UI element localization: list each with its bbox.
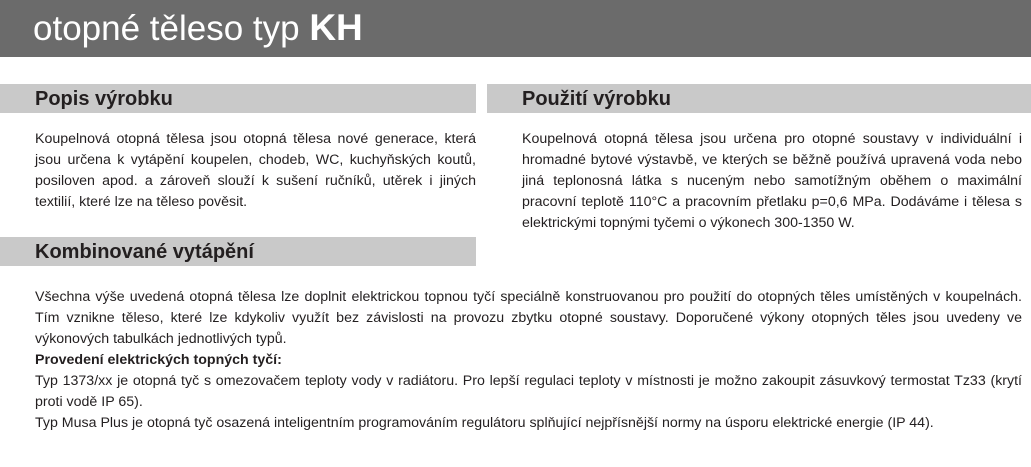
section-heading-pouziti: Použití výrobku [522, 88, 671, 110]
kombinovane-intro: Všechna výše uvedená otopná tělesa lze doplnit elektrickou topnou tyčí speciálně konstruovanou pro použití do otopných těles umístěných v koupelnách. Tím vznikne těleso, které lze kdykoliv využít bez závislosti na provozu zbytku otopné soustavy. Doporučené výkony otopných těles jsou uvedeny ve výkonových tabulkách jednotlivých typů. [35, 289, 1022, 347]
section-header-pouziti [487, 84, 1031, 113]
paragraph-kombinovane [35, 287, 1022, 434]
paragraph-pouziti: Koupelnová otopná tělesa jsou určena pro otopné soustavy v individuální i hromadné bytové výstavbě, ve kterých se běžně používá upravená voda nebo jiná teplonosná látka s nuceným nebo samotížným oběhem o maximální pracovní teplotě 110°C a pracovním přetlaku p=0,6 MPa. Dodáváme i tělesa s elektrickými topnými tyčemi o výkonech 300-1350 W. [522, 131, 1022, 231]
section-header-kombinovane [0, 237, 476, 266]
kombinovane-typ-musa: Typ Musa Plus je otopná tyč osazená inteligentním programováním regulátoru splňující nejpřísnější normy na úsporu elektrické energie (IP 44). [35, 415, 934, 431]
kombinovane-subheading: Provedení elektrických topných tyčí: [35, 352, 282, 368]
section-heading-kombinovane: Kombinované vytápění [35, 241, 254, 263]
section-header-popis [0, 84, 476, 113]
kombinovane-typ-1373: Typ 1373/xx je otopná tyč s omezovačem teploty vody v radiátoru. Pro lepší regulaci teploty v místnosti je možno zakoupit zásuvkový termostat Tz33 (krytí proti vodě IP 65). [35, 373, 1022, 410]
page-title-text: otopné těleso typ [33, 9, 310, 48]
title-bar [0, 0, 1031, 57]
page-title [33, 6, 363, 51]
paragraph-popis: Koupelnová otopná tělesa jsou otopná tělesa nové generace, která jsou určena k vytápění koupelen, chodeb, WC, kuchyňských koutů, posiloven apod. a zároveň slouží k sušení ručníků, utěrek i jiných textilií, které lze na těleso pověsit. [35, 131, 476, 210]
section-heading-popis: Popis výrobku [35, 88, 173, 110]
page-title-model: KH [309, 7, 363, 48]
